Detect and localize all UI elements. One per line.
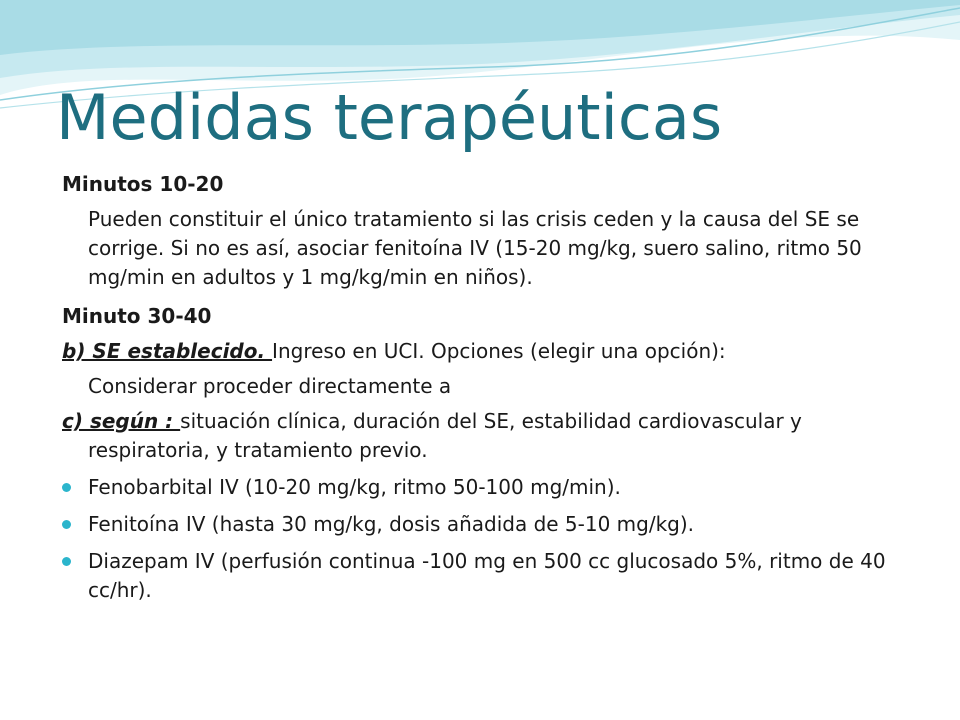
treatment-bullet-list: [62, 473, 912, 605]
bullet-item: [62, 510, 912, 539]
bullet-item: [62, 547, 912, 605]
slide-content: [62, 170, 912, 613]
option-c-label: c) según :: [62, 409, 181, 433]
bullet-text: Fenitoína IV (hasta 30 mg/kg, dosis añadida de 5-10 mg/kg).: [88, 512, 695, 536]
option-c-line: [62, 407, 912, 465]
bullet-item: [62, 473, 912, 502]
bullet-dot-icon: [62, 483, 71, 492]
bullet-text: Diazepam IV (perfusión continua -100 mg en 500 cc glucosado 5%, ritmo de 40 cc/hr).: [88, 549, 886, 602]
slide-title: Medidas terapéuticas: [56, 81, 723, 154]
bullet-text: Fenobarbital IV (10-20 mg/kg, ritmo 50-100 mg/min).: [88, 475, 621, 499]
option-c-text: situación clínica, duración del SE, estabilidad cardiovascular y respiratoria, y tratamiento previo.: [88, 409, 802, 462]
bullet-dot-icon: [62, 520, 71, 529]
section-heading-minuto-30-40: Minuto 30-40: [62, 304, 212, 328]
bullet-dot-icon: [62, 557, 71, 566]
section-heading-minutos-10-20: Minutos 10-20: [62, 172, 224, 196]
section-text-minutos-10-20: Pueden constituir el único tratamiento si las crisis ceden y la causa del SE se corrige. Si no es así, asociar fenitoína IV (15-20 mg/kg, suero salino, ritmo 50 mg/min en adultos y 1 mg/kg/min en niños).: [88, 207, 862, 289]
option-b-label: b) SE establecido.: [62, 339, 273, 363]
option-b-line: [62, 337, 912, 366]
option-b-text: Ingreso en UCI. Opciones (elegir una opción):: [272, 339, 726, 363]
consider-line: Considerar proceder directamente a: [88, 374, 452, 398]
